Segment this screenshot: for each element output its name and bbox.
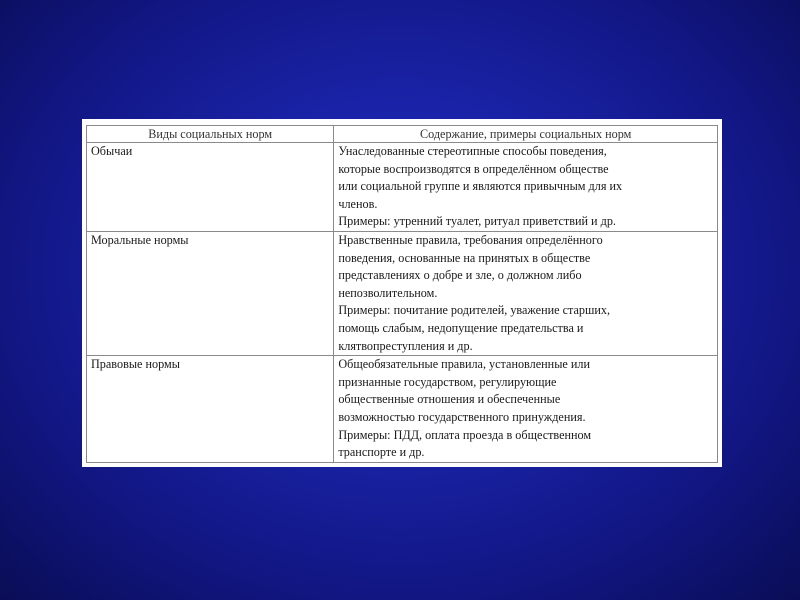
norm-content-moral	[334, 231, 718, 355]
norm-content-customs	[334, 143, 718, 232]
norm-kind-legal: Правовые нормы	[87, 356, 334, 463]
content-line: признанные государством, регулирующие	[338, 374, 557, 389]
header-norm-types: Виды социальных норм	[87, 126, 334, 143]
content-line: возможностью государственного принуждения.	[338, 409, 586, 424]
content-line: Общеобязательные правила, установленные или	[338, 357, 590, 372]
content-line: Примеры: утренний туалет, ритуал приветствий и др.	[338, 214, 616, 229]
table-row-moral-norms	[87, 231, 718, 355]
content-line: поведения, основанные на принятых в обществе	[338, 250, 591, 265]
norm-kind-customs: Обычаи	[87, 143, 334, 232]
content-line: непозволительном.	[338, 285, 438, 300]
content-line: Нравственные правила, требования определённого	[338, 232, 603, 247]
table-header-row	[87, 126, 718, 143]
content-line: Примеры: почитание родителей, уважение старших,	[338, 303, 611, 318]
table-image-frame	[82, 119, 722, 467]
content-line: клятвопреступления и др.	[338, 338, 473, 353]
content-line: Примеры: ПДД, оплата проезда в общественном	[338, 427, 592, 442]
table-row-legal-norms	[87, 356, 718, 463]
content-line: которые воспроизводятся в определённом обществе	[338, 161, 609, 176]
social-norms-table	[86, 125, 718, 463]
table-row-customs	[87, 143, 718, 232]
content-line: помощь слабым, недопущение предательства и	[338, 320, 584, 335]
content-line: членов.	[338, 196, 378, 211]
header-norm-content: Содержание, примеры социальных норм	[334, 126, 718, 143]
content-line: Унаследованные стереотипные способы поведения,	[338, 144, 607, 158]
content-line: общественные отношения и обеспеченные	[338, 392, 561, 407]
content-line: или социальной группе и являются привычным для их	[338, 179, 623, 194]
norm-content-legal	[334, 356, 718, 463]
norm-kind-moral: Моральные нормы	[87, 231, 334, 355]
content-line: представлениях о добре и зле, о должном либо	[338, 268, 582, 283]
content-line: транспорте и др.	[338, 445, 425, 460]
